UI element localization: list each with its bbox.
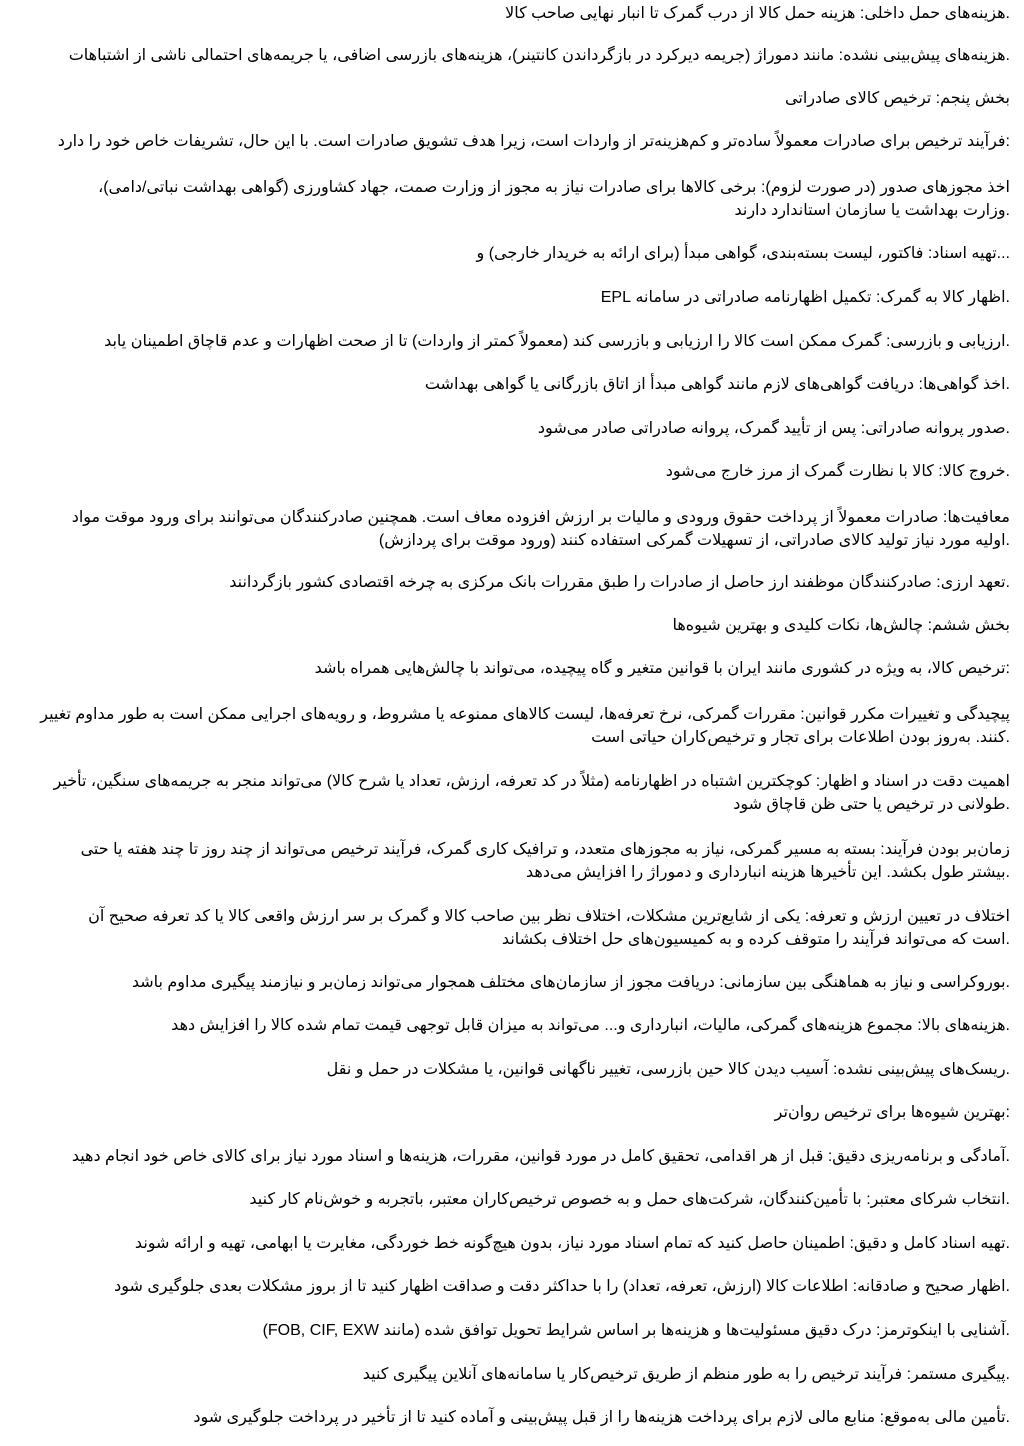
paragraph-line: .طولانی در ترخیص یا حتی ظن قاچاق شود [733, 796, 1010, 813]
paragraph-line: .اخذ گواهی‌ها: دریافت گواهی‌های لازم مانند گواهی مبدأ از اتاق بازرگانی یا گواهی بهداشت [424, 376, 1010, 393]
paragraph-line: .بیشتر طول بکشد. این تأخیرها هزینه انبارداری و دموراژ را افزایش می‌دهد [526, 864, 1010, 881]
paragraph-line: اهمیت دقت در اسناد و اظهار: کوچکترین اشتباه در اظهارنامه (مثلاً در کد تعرفه، ارزش، تعداد یا شرح کالا) می‌تواند منجر به جریمه‌های سنگین، تأخیر [53, 773, 1010, 790]
paragraph-line: .هزینه‌های پیش‌بینی نشده: مانند دموراژ (جریمه دیرکرد در بازگرداندن کانتینر)، هزینه‌های بازرسی اضافی، یا جریمه‌های احتمالی ناشی از اشتباهات [68, 47, 1010, 64]
paragraph-line: .خروج کالا: کالا با نظارت گمرک از مرز خارج می‌شود [665, 463, 1010, 480]
paragraph-line: .انتخاب شرکای معتبر: با تأمین‌کنندگان، شرکت‌های حمل و به خصوص ترخیص‌کاران معتبر، باتجربه و خوش‌نام کار کنید [249, 1191, 1010, 1208]
paragraph-line: .اولیه مورد نیاز تولید کالای صادراتی، از تسهیلات گمرکی استفاده کنند (ورود موقت برای پردازش) [378, 532, 1010, 549]
paragraph-line: زمان‌بر بودن فرآیند: بسته به مسیر گمرکی، نیاز به مجوزهای متعدد، و ترافیک کاری گمرک، فرآیند ترخیص می‌تواند از چند روز تا چند هفته یا حتی [80, 841, 1010, 858]
paragraph-line: پیچیدگی و تغییرات مکرر قوانین: مقررات گمرکی، نرخ تعرفه‌ها، لیست کالاهای ممنوعه یا مشروط، و رویه‌های اجرایی ممکن است به طور مداوم تغییر [40, 706, 1010, 723]
paragraph-line: .تأمین مالی به‌موقع: منابع مالی لازم برای پرداخت هزینه‌ها را از قبل پیش‌بینی و آماده کنید تا از تأخیر در پرداخت جلوگیری شود [193, 1409, 1010, 1426]
paragraph-line: :فرآیند ترخیص برای صادرات معمولاً ساده‌تر و کم‌هزینه‌تر از واردات است، زیرا هدف تشویق صادرات است. با این حال، تشریفات خاص خود را دارد [57, 133, 1010, 150]
paragraph-line: .اظهار صحیح و صادقانه: اطلاعات کالا (ارزش، تعرفه، تعداد) را با حداکثر دقت و صداقت اظهار کنید تا از بروز مشکلات بعدی جلوگیری شود [114, 1278, 1010, 1295]
paragraph-line: اختلاف در تعیین ارزش و تعرفه: یکی از شایع‌ترین مشکلات، اختلاف نظر بین صاحب کالا و گمرک بر سر ارزش واقعی کالا یا کد تعرفه صحیح آن [88, 908, 1010, 925]
section-heading: بخش ششم: چالش‌ها، نکات کلیدی و بهترین شیوه‌ها [672, 617, 1010, 634]
paragraph-line: .ریسک‌های پیش‌بینی نشده: آسیب دیدن کالا حین بازرسی، تغییر ناگهانی قوانین، یا مشکلات در حمل و نقل [326, 1061, 1010, 1078]
paragraph-line: .است که می‌تواند فرآیند را متوقف کرده و به کمیسیون‌های حل اختلاف بکشاند [501, 931, 1010, 948]
paragraph-line: .تعهد ارزی: صادرکنندگان موظفند ارز حاصل از صادرات را طبق مقررات بانک مرکزی به چرخه اقتصادی کشور بازگردانند [229, 574, 1010, 591]
paragraph-line: معافیت‌ها: صادرات معمولاً از پرداخت حقوق ورودی و مالیات بر ارزش افزوده معاف است. همچنین صادرکنندگان می‌توانند برای ورود موقت مواد [71, 509, 1010, 526]
paragraph-line: .آمادگی و برنامه‌ریزی دقیق: قبل از هر اقدامی، تحقیق کامل در مورد قوانین، مقررات، هزینه‌ها و اسناد مورد نیاز برای کالای خاص خود انجام دهید [71, 1148, 1010, 1165]
paragraph-line: .کنند. به‌روز بودن اطلاعات برای تجار و ترخیص‌کاران حیاتی است [591, 729, 1010, 746]
paragraph-line: .بوروکراسی و نیاز به هماهنگی بین سازمانی: دریافت مجوز از سازمان‌های مختلف همجوار می‌تواند زمان‌بر و نیازمند پیگیری مداوم باشد [131, 974, 1010, 991]
paragraph-line: .اظهار کالا به گمرک: تکمیل اظهارنامه صادراتی در سامانه EPL [600, 289, 1010, 306]
paragraph-line: .هزینه‌های حمل داخلی: هزینه حمل کالا از درب گمرک تا انبار نهایی صاحب کالا [505, 5, 1010, 22]
paragraph-line: :ترخیص کالا، به ویژه در کشوری مانند ایران با قوانین متغیر و گاه پیچیده، می‌تواند با چالش‌هایی همراه باشد [314, 660, 1010, 677]
section-heading: بخش پنجم: ترخیص کالای صادراتی [785, 90, 1010, 107]
paragraph-line: .ارزیابی و بازرسی: گمرک ممکن است کالا را ارزیابی و بازرسی کند (معمولاً کمتر از واردات) تا از صحت اظهارات و عدم قاچاق اطمینان یابد [104, 333, 1010, 350]
paragraph-line: .تهیه اسناد کامل و دقیق: اطمینان حاصل کنید که تمام اسناد مورد نیاز، بدون هیچ‌گونه خط خوردگی، مغایرت یا ابهامی، تهیه و ارائه شوند [134, 1235, 1010, 1252]
paragraph-line: اخذ مجوزهای صدور (در صورت لزوم): برخی کالاها برای صادرات نیاز به مجوز از وزارت صمت، جهاد کشاورزی (گواهی بهداشت نباتی/دامی)، [98, 179, 1010, 196]
paragraph-line: .پیگیری مستمر: فرآیند ترخیص را به طور منظم از طریق ترخیص‌کار یا سامانه‌های آنلاین پیگیری کنید [362, 1366, 1010, 1383]
paragraph-line: ...تهیه اسناد: فاکتور، لیست بسته‌بندی، گواهی مبدأ (برای ارائه به خریدار خارجی) و [476, 245, 1010, 262]
paragraph-line: .صدور پروانه صادراتی: پس از تأیید گمرک، پروانه صادراتی صادر می‌شود [537, 420, 1010, 437]
paragraph-line: .آشنایی با اینکوترمز: درک دقیق مسئولیت‌ها و هزینه‌ها بر اساس شرایط تحویل توافق شده (مانند FOB, CIF, EXW) [262, 1322, 1010, 1339]
section-heading: :بهترین شیوه‌ها برای ترخیص روان‌تر [774, 1104, 1010, 1121]
paragraph-line: .هزینه‌های بالا: مجموع هزینه‌های گمرکی، مالیات، انبارداری و... می‌تواند به میزان قابل توجهی قیمت تمام شده کالا را افزایش دهد [171, 1017, 1010, 1034]
paragraph-line: .وزارت بهداشت یا سازمان استاندارد دارند [734, 202, 1010, 219]
